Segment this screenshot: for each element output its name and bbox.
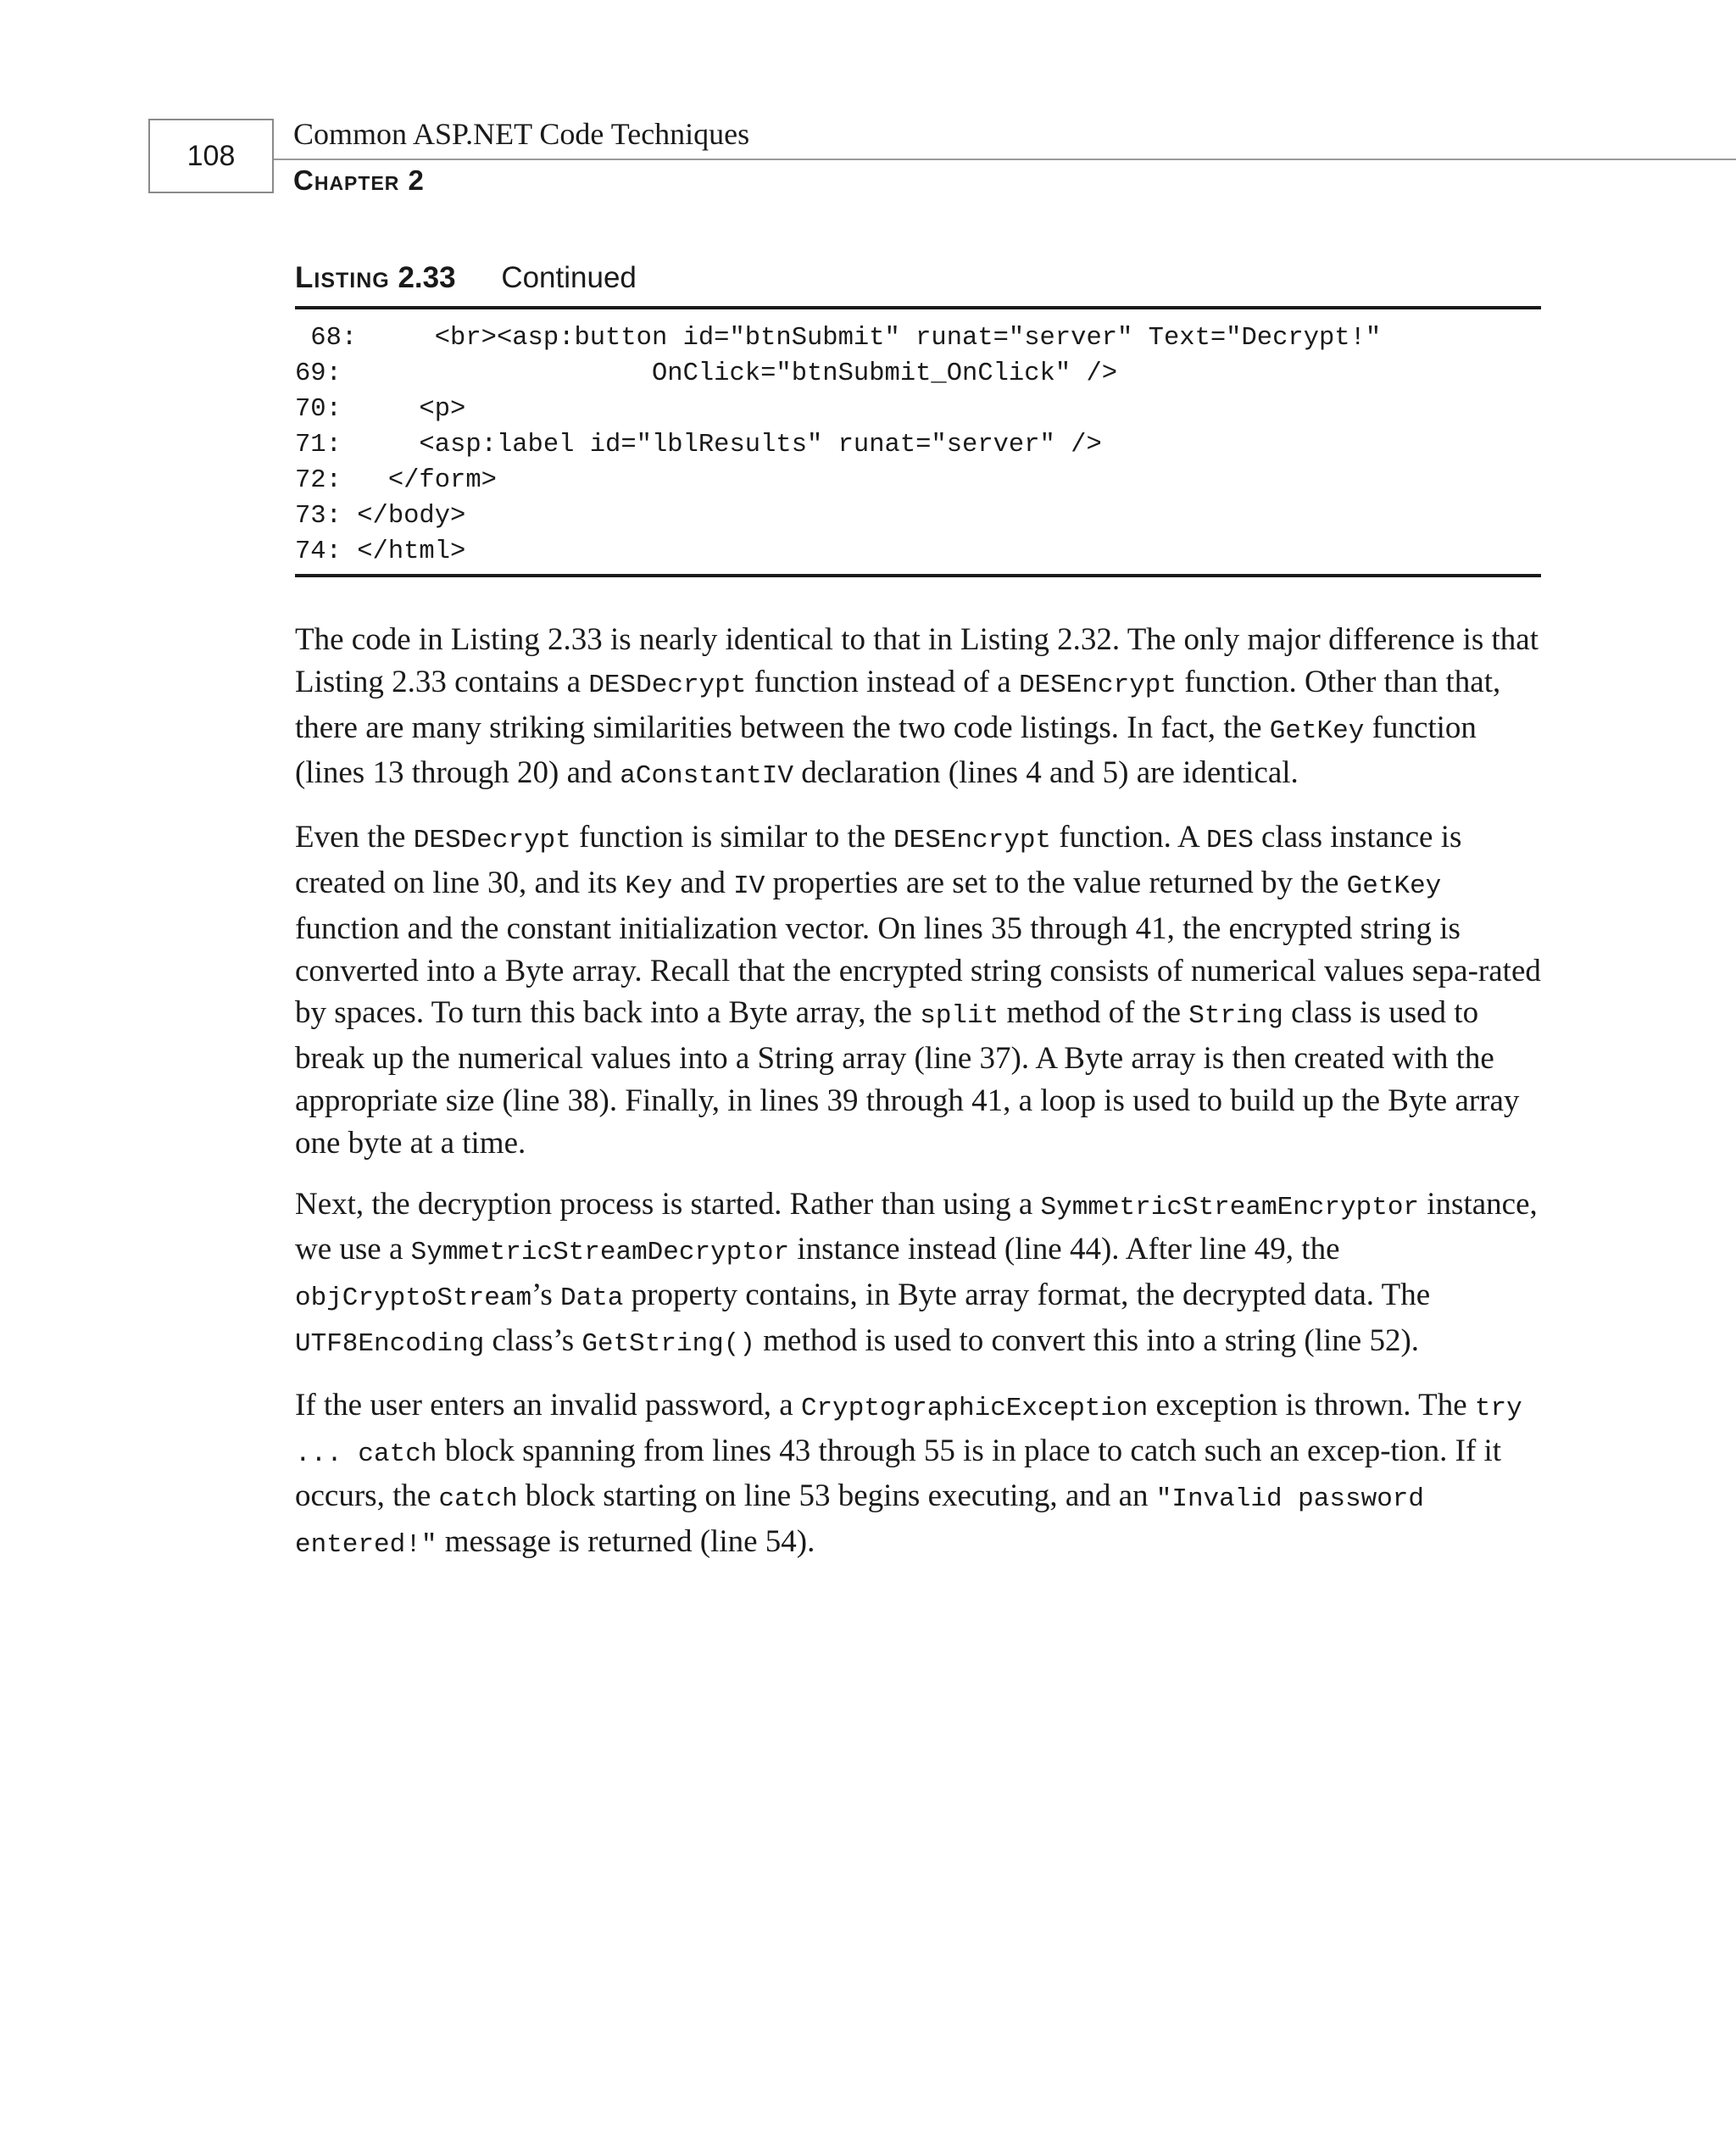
paragraph-4: If the user enters an invalid password, a CryptographicException exception is thrown. The try ... catch block spanning from lines 43 through 55 is in place to catch such an excep-tion. If it occurs, the catch block starting on line 53 begins executing, and an "Invalid password entered!" message is returned (line 54). — [295, 1387, 1522, 1561]
inline-code: CryptographicException — [800, 1393, 1149, 1423]
inline-code: SymmetricStreamEncryptor — [1040, 1192, 1420, 1222]
listing-label: Listing — [295, 261, 390, 294]
code-line: 71: <asp:label id="lblResults" runat="server" /> — [295, 431, 1102, 459]
code-line: 73: </body> — [295, 502, 466, 531]
listing-top-rule — [295, 306, 1541, 309]
inline-code: try ... catch — [295, 1393, 1522, 1469]
book-title: Common ASP.NET Code Techniques — [293, 117, 750, 151]
code-line: 69: OnClick="btnSubmit_OnClick" /> — [295, 359, 1118, 388]
page-number: 108 — [148, 119, 274, 193]
code-listing — [295, 320, 1381, 570]
inline-code: DESDecrypt — [413, 826, 571, 856]
chapter-label: Chapter 2 — [293, 164, 425, 196]
inline-code: GetKey — [1269, 715, 1365, 746]
inline-code: UTF8Encoding — [295, 1328, 485, 1359]
inline-code: IV — [733, 871, 765, 901]
paragraph-3: Next, the decryption process is started. Rather than using a SymmetricStreamEncryptor instance, we use a SymmetricStreamDecryptor instance instead (line 44). After line 49, the objCryptoStream’s Data property contains, in Byte array format, the decrypted data. The UTF8Encoding class’s GetString() method is used to convert this into a string (line 52). — [295, 1186, 1538, 1359]
inline-code: split — [920, 1001, 999, 1032]
listing-heading — [295, 259, 637, 297]
inline-code: catch — [438, 1484, 518, 1515]
inline-code: Data — [559, 1283, 624, 1314]
inline-code: aConstantIV — [620, 761, 793, 792]
paragraph-1: The code in Listing 2.33 is nearly identical to that in Listing 2.32. The only major difference is that Listing 2.33 contains a DESDecrypt function instead of a DESEncrypt function. Other than that, there are many striking similarities between the two code listings. In fact, the GetKey function (lines 13 through 20) and aConstantIV declaration (lines 4 and 5) are identical. — [295, 622, 1538, 792]
inline-code: objCryptoStream — [295, 1283, 532, 1314]
inline-code: DESDecrypt — [588, 670, 747, 700]
listing-bottom-rule — [295, 574, 1541, 577]
inline-code: GetKey — [1346, 871, 1442, 901]
body-text — [295, 619, 1550, 1585]
code-line: 70: <p> — [295, 395, 466, 424]
inline-code: String — [1188, 1001, 1283, 1032]
listing-status: Continued — [501, 261, 637, 294]
inline-code: "Invalid password entered!" — [295, 1484, 1425, 1561]
inline-code: DES — [1205, 826, 1254, 856]
code-line: 68: <br><asp:button id="btnSubmit" runat="server" Text="Decrypt!" — [295, 324, 1382, 353]
code-line: 72: </form> — [295, 466, 497, 495]
paragraph-2: Even the DESDecrypt function is similar to the DESEncrypt function. A DES class instance is created on line 30, and its Key and IV properties are set to the value returned by the GetKey function and the constant initialization vector. On lines 35 through 41, the encrypted string is converted into a Byte array. Recall that the encrypted string consists of numerical values sepa-rated by spaces. To turn this back into a Byte array, the split method of the String class is used to break up the numerical values into a String array (line 37). A Byte array is then created with the appropriate size (line 38). Finally, in lines 39 through 41, a loop is used to build up the Byte array one byte at a time. — [295, 820, 1541, 1161]
inline-code: Key — [625, 871, 673, 901]
listing-number: 2.33 — [398, 261, 456, 294]
code-line: 74: </html> — [295, 537, 466, 566]
inline-code: DESEncrypt — [893, 826, 1052, 856]
header-divider — [274, 159, 1736, 160]
inline-code: DESEncrypt — [1018, 670, 1177, 700]
inline-code: SymmetricStreamDecryptor — [410, 1238, 790, 1268]
inline-code: GetString() — [581, 1328, 755, 1359]
